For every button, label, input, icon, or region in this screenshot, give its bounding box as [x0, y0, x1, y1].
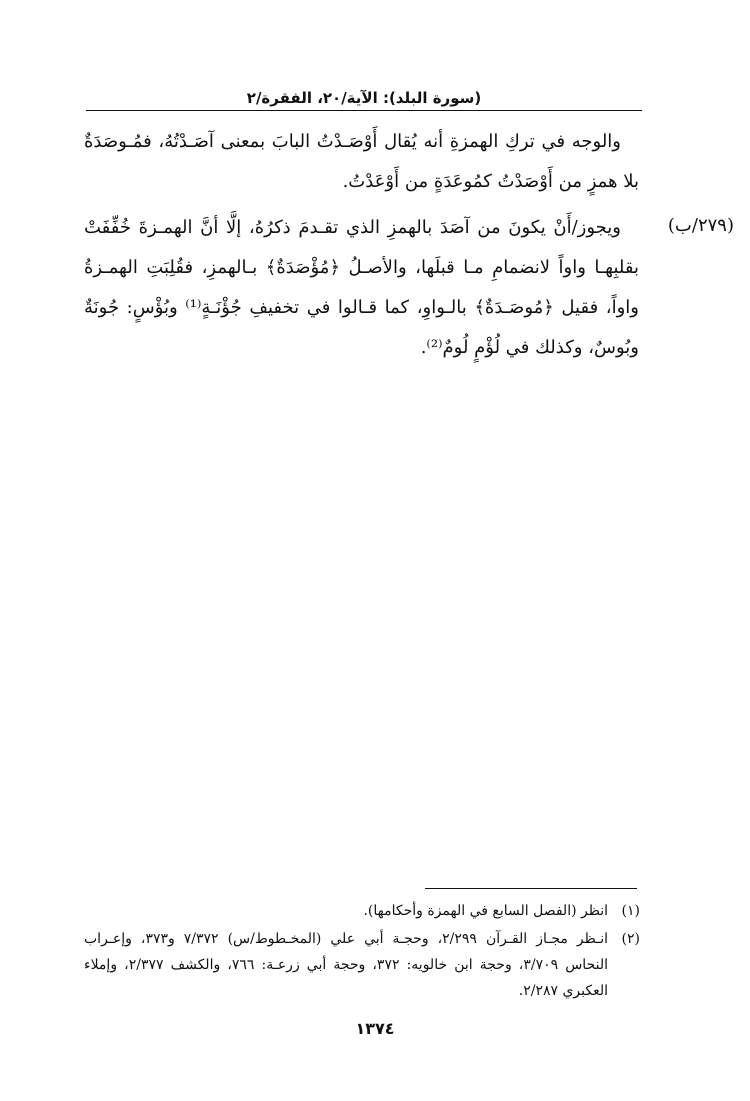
paragraph-2: ويجوز/أَنْ يكونَ من آصَدَ بالهمزِ الذي تقـدمَ ذكرُهُ، إلَّا أنَّ الهمـزةَ خُفِّفَتْ بقلبِهـا واواً لانضمامِ مـا قبلَها، والأصـلُ ﴿مُؤْصَدَةٌ﴾ بـالهمزِ، فقُلِبَتِ الهمـزةُ واواً، فقيل ﴿مُوصَـدَةٌ﴾ بالـواوِ، كما قـالوا في تخفيفِ جُؤْنَـةٍ⁽¹⁾ وبُؤْسٍ: جُونَةٌ وبُوسٌ، وكذلك في لُؤْمٍ لُومٌ⁽²⁾. — [84, 217, 639, 358]
footnote-number: (٢) — [621, 931, 640, 947]
header-rule — [86, 110, 642, 111]
footnote-number: (١) — [621, 903, 640, 919]
page-number: ١٣٧٤ — [355, 1019, 395, 1038]
footnotes — [84, 898, 640, 1006]
manuscript-folio-ref: (٢٧٩/ب) — [667, 215, 734, 236]
paragraph-1: والوجه في تركِ الهمزةِ أنه يُقال أَوْصَـدْتُ البابَ بمعنى آصَـدْتُهُ، فمُـوصَدَةٌ بلا همزٍ من أَوْصَدْتُ كمُوعَدَةٍ من أَوْعَدْتُ. — [84, 131, 639, 192]
footnote-1 — [84, 898, 640, 924]
footnote-text: انظر (الفصل السابع في الهمزة وأحكامها). — [363, 903, 608, 919]
main-text — [84, 122, 639, 368]
running-header: (سورة البلد): الآية/٢٠، الفقرة/٢ — [246, 89, 482, 107]
footnote-rule — [425, 888, 637, 889]
footnote-2 — [84, 926, 640, 1004]
footnote-text: انـظر مجـاز القـرآن ٢/٢٩٩، وحجـة أبي علي (المخـطوط/س) ٧/٣٧٢ و٣٧٣، وإعـراب النحاس ٣/٧٠٩، وحجة ابن خالويه: ٣٧٢، وحجة أبي زرعـة: ٧٦٦، والكشف ٢/٣٧٧، وإملاء العكبري ٢/٢٨٧. — [84, 931, 608, 999]
